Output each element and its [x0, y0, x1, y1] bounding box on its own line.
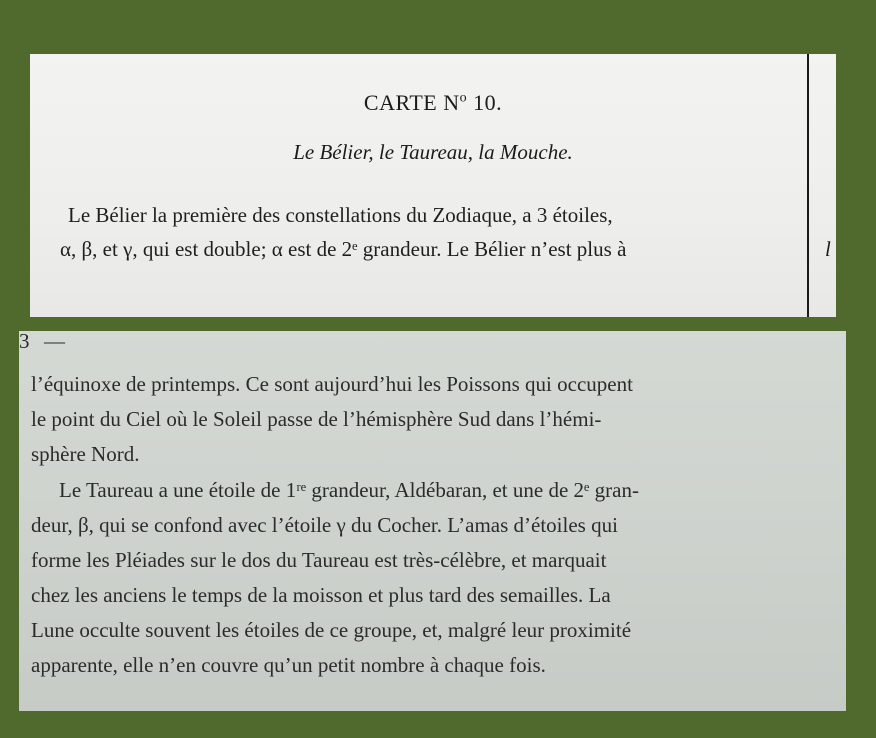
title-text: CARTE N: [363, 90, 460, 115]
page-title: [30, 90, 836, 116]
page-subtitle: Le Bélier, le Taureau, la Mouche.: [293, 140, 573, 164]
text-line: Le Taureau a une étoile de 1ʳᵉ grandeur, Aldébaran, et une de 2ᵉ gran-: [59, 478, 639, 502]
bottom-page-excerpt: [19, 331, 846, 711]
text-line: sphère Nord.: [31, 442, 140, 466]
text-line: forme les Pléiades sur le dos du Taureau est très-célèbre, et marquait: [31, 548, 607, 572]
text-line: chez les anciens le temps de la moisson et plus tard des semailles. La: [31, 583, 611, 607]
page-edge-rule: [807, 54, 809, 317]
text-line: apparente, elle n’en couvre qu’un petit nombre à chaque fois.: [31, 653, 546, 677]
text-line: α, β, et γ, qui est double; α est de 2ᵉ grandeur. Le Bélier n’est plus à: [60, 237, 627, 261]
text-line: le point du Ciel où le Soleil passe de l’hémisphère Sud dans l’hémi-: [31, 407, 602, 431]
text-line: Lune occulte souvent les étoiles de ce groupe, et, malgré leur proximité: [31, 618, 632, 642]
page-number-dash: —: [44, 331, 65, 353]
text-line: l’équinoxe de printemps. Ce sont aujourd’hui les Poissons qui occupent: [31, 372, 633, 396]
top-page-excerpt: [30, 54, 836, 317]
edge-fragment: l: [825, 237, 831, 261]
text-line: deur, β, qui se confond avec l’étoile γ du Cocher. L’amas d’étoiles qui: [31, 513, 618, 537]
page-number-fragment: 3: [19, 331, 30, 353]
title-superscript: o: [459, 90, 468, 106]
title-number: 10.: [467, 90, 503, 115]
text-line: Le Bélier la première des constellations du Zodiaque, a 3 étoiles,: [68, 203, 613, 227]
